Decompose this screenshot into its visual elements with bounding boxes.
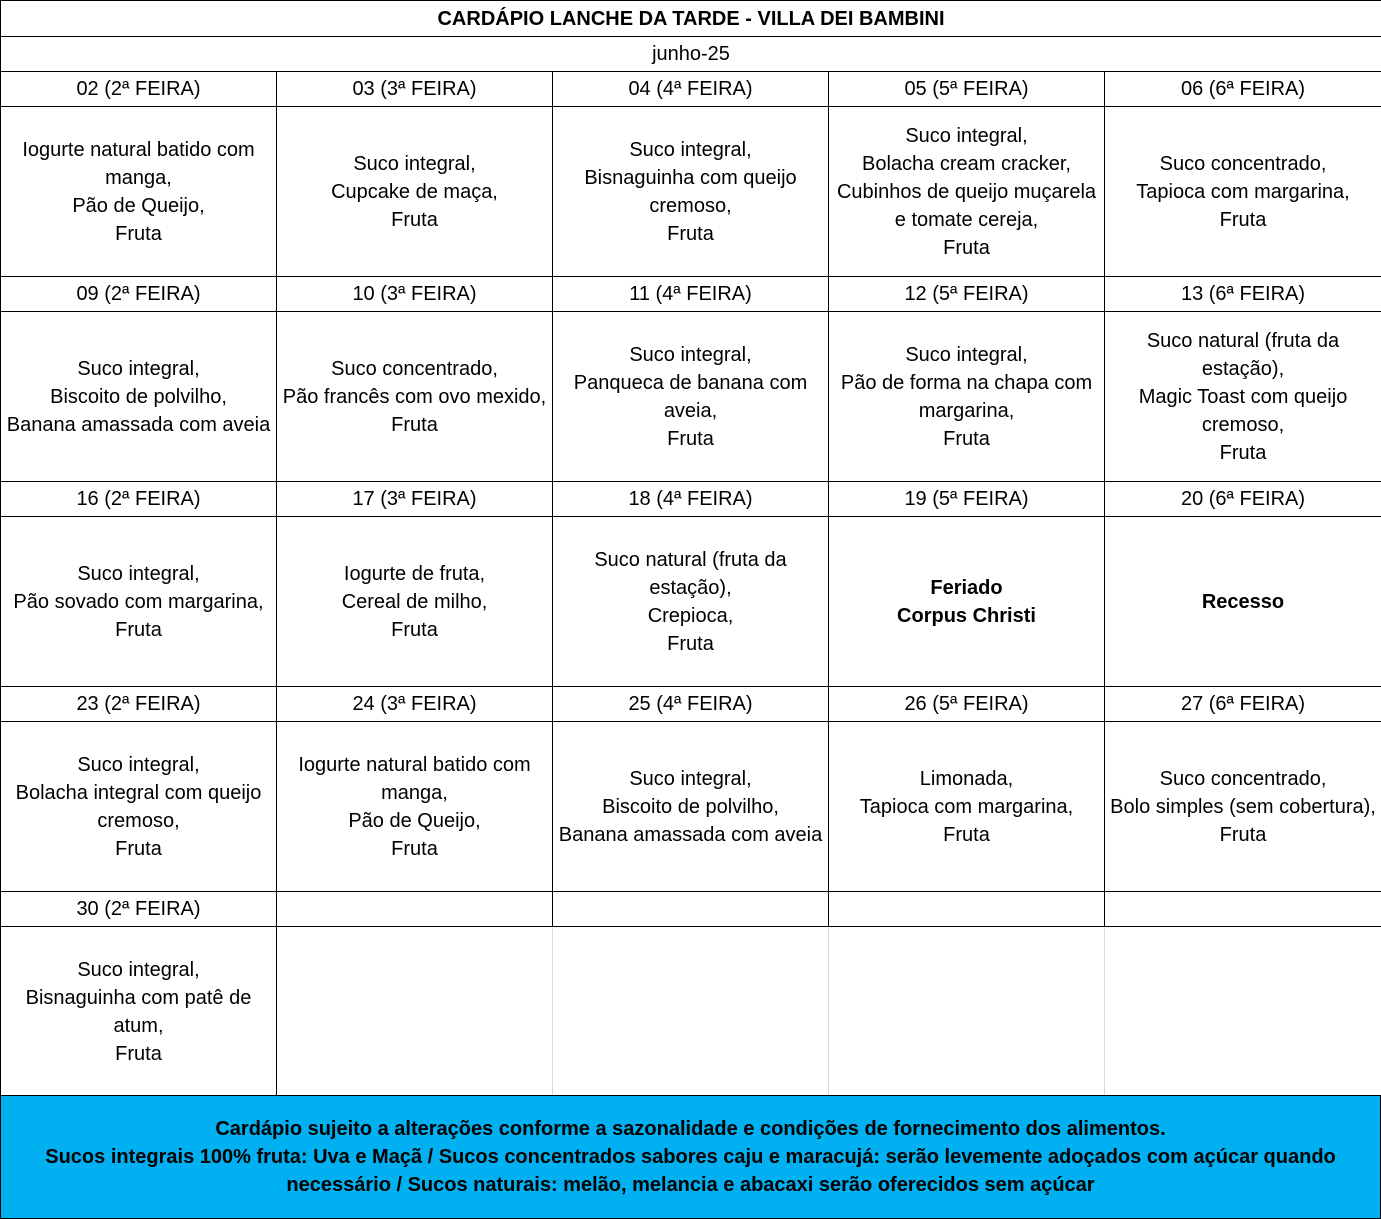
footer-notice — [0, 1095, 1381, 1219]
holiday-notice: Feriado Corpus Christi — [829, 517, 1105, 687]
day-header: 09 (2ª FEIRA) — [1, 277, 277, 312]
day-header: 17 (3ª FEIRA) — [277, 482, 553, 517]
menu-item: Suco integral, Pão sovado com margarina, Fruta — [1, 517, 277, 687]
day-header-empty — [829, 892, 1105, 927]
day-header: 19 (5ª FEIRA) — [829, 482, 1105, 517]
day-header-empty — [553, 892, 829, 927]
menu-item-empty — [277, 927, 553, 1097]
menu-item-empty — [553, 927, 829, 1097]
day-header: 03 (3ª FEIRA) — [277, 72, 553, 107]
day-header: 24 (3ª FEIRA) — [277, 687, 553, 722]
day-header: 12 (5ª FEIRA) — [829, 277, 1105, 312]
menu-item: Suco concentrado, Pão francês com ovo mexido, Fruta — [277, 312, 553, 482]
day-header: 20 (6ª FEIRA) — [1105, 482, 1381, 517]
day-header: 25 (4ª FEIRA) — [553, 687, 829, 722]
day-row — [1, 277, 1381, 312]
footer-line-2: Sucos integrais 100% fruta: Uva e Maçã / Sucos concentrados sabores caju e maracujá: serão levemente adoçados com açúcar quando necessário / Sucos naturais: melão, melancia e abacaxi serão oferecidos sem açúcar — [45, 1146, 1336, 1196]
day-header: 27 (6ª FEIRA) — [1105, 687, 1381, 722]
menu-item: Suco natural (fruta da estação), Magic Toast com queijo cremoso, Fruta — [1105, 312, 1381, 482]
menu-item: Suco integral, Pão de forma na chapa com margarina, Fruta — [829, 312, 1105, 482]
menu-item-empty — [1105, 927, 1381, 1097]
day-header-empty — [277, 892, 553, 927]
menu-item: Suco integral, Bisnaguinha com queijo cremoso, Fruta — [553, 107, 829, 277]
menu-row — [1, 927, 1381, 1097]
day-header: 06 (6ª FEIRA) — [1105, 72, 1381, 107]
menu-row — [1, 722, 1381, 892]
day-header-empty — [1105, 892, 1381, 927]
day-header: 11 (4ª FEIRA) — [553, 277, 829, 312]
menu-item: Suco integral, Bisnaguinha com patê de atum, Fruta — [1, 927, 277, 1097]
page-title: CARDÁPIO LANCHE DA TARDE - VILLA DEI BAMBINI — [1, 1, 1381, 37]
recess-notice: Recesso — [1105, 517, 1381, 687]
day-header: 13 (6ª FEIRA) — [1105, 277, 1381, 312]
day-header: 10 (3ª FEIRA) — [277, 277, 553, 312]
menu-item-empty — [829, 927, 1105, 1097]
day-header: 02 (2ª FEIRA) — [1, 72, 277, 107]
menu-item: Suco concentrado, Tapioca com margarina, Fruta — [1105, 107, 1381, 277]
day-header: 05 (5ª FEIRA) — [829, 72, 1105, 107]
menu-item: Iogurte natural batido com manga, Pão de Queijo, Fruta — [1, 107, 277, 277]
menu-item: Suco integral, Bolacha cream cracker, Cubinhos de queijo muçarela e tomate cereja, Fruta — [829, 107, 1105, 277]
month-label: junho-25 — [1, 37, 1381, 72]
menu-item: Suco integral, Panqueca de banana com aveia, Fruta — [553, 312, 829, 482]
day-row — [1, 72, 1381, 107]
day-row — [1, 892, 1381, 927]
menu-item: Suco integral, Biscoito de polvilho, Banana amassada com aveia — [553, 722, 829, 892]
menu-item: Suco integral, Cupcake de maça, Fruta — [277, 107, 553, 277]
menu-row — [1, 107, 1381, 277]
menu-item: Suco integral, Bolacha integral com queijo cremoso, Fruta — [1, 722, 277, 892]
footer-line-1: Cardápio sujeito a alterações conforme a sazonalidade e condições de fornecimento dos alimentos. — [215, 1118, 1166, 1140]
menu-item: Limonada, Tapioca com margarina, Fruta — [829, 722, 1105, 892]
menu-row — [1, 517, 1381, 687]
day-header: 26 (5ª FEIRA) — [829, 687, 1105, 722]
day-header: 16 (2ª FEIRA) — [1, 482, 277, 517]
menu-row — [1, 312, 1381, 482]
menu-item: Suco concentrado, Bolo simples (sem cobertura), Fruta — [1105, 722, 1381, 892]
day-row — [1, 687, 1381, 722]
menu-item: Suco natural (fruta da estação), Crepioca, Fruta — [553, 517, 829, 687]
day-header: 30 (2ª FEIRA) — [1, 892, 277, 927]
menu-item: Iogurte de fruta, Cereal de milho, Fruta — [277, 517, 553, 687]
day-header: 04 (4ª FEIRA) — [553, 72, 829, 107]
day-row — [1, 482, 1381, 517]
menu-item: Suco integral, Biscoito de polvilho, Banana amassada com aveia — [1, 312, 277, 482]
day-header: 23 (2ª FEIRA) — [1, 687, 277, 722]
menu-item: Iogurte natural batido com manga, Pão de Queijo, Fruta — [277, 722, 553, 892]
day-header: 18 (4ª FEIRA) — [553, 482, 829, 517]
